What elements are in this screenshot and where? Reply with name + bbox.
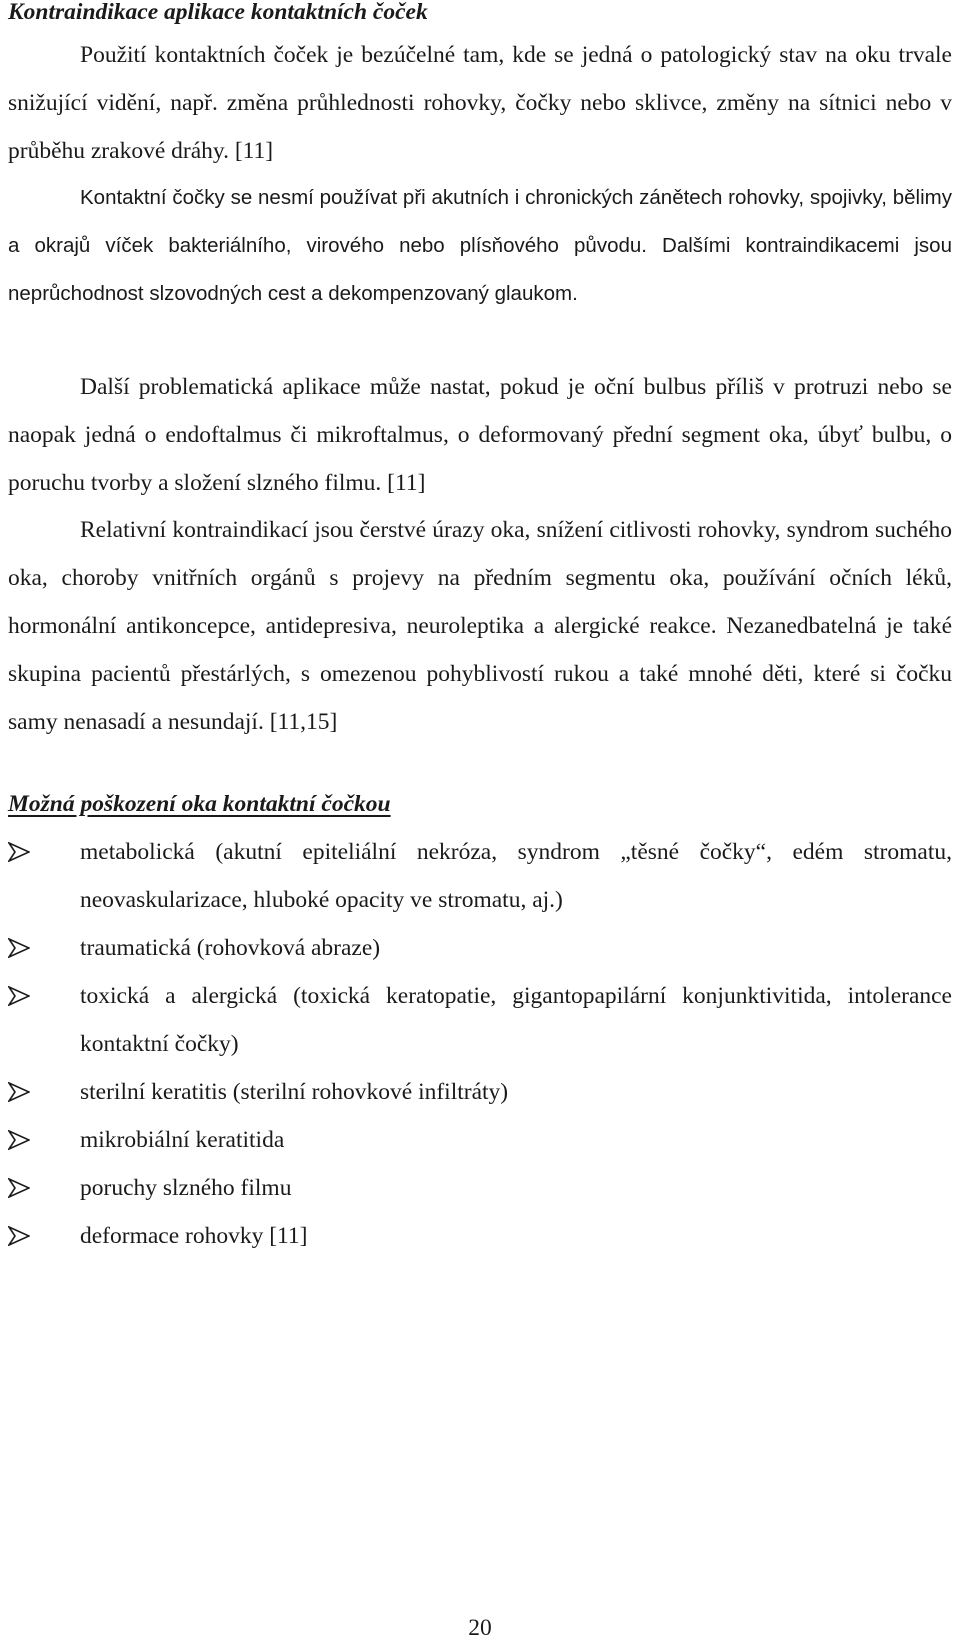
list-item xyxy=(8,1116,952,1164)
list-item-text: mikrobiální keratitida xyxy=(80,1127,285,1153)
paragraph-useless-application: Použití kontaktních čoček je bezúčelné tam, kde se jedná o patologický stav na oku trvale snižující vidění, např. změna průhlednosti rohovky, čočky nebo sklivce, změny na sítnici nebo v průběhu zrakové dráhy. [11] xyxy=(8,42,952,164)
arrowhead-bullet-icon xyxy=(8,1212,34,1260)
arrowhead-bullet-icon xyxy=(8,1068,34,1116)
list-item xyxy=(8,828,952,924)
list-item-text: sterilní keratitis (sterilní rohovkové infiltráty) xyxy=(80,1079,509,1105)
list-item xyxy=(8,1164,952,1212)
paragraph-problematic-application: Další problematická aplikace může nastat, pokud je oční bulbus příliš v protruzi nebo se naopak jedná o endoftalmus či mikroftalmus, o deformovaný přední segment oka, úbyť bulbu, o poruchu tvorby a složení slzného filmu. [11] xyxy=(8,374,952,496)
list-item-text: traumatická (rohovková abraze) xyxy=(80,935,381,961)
paragraph-relative-contraindications: Relativní kontraindikací jsou čerstvé úrazy oka, snížení citlivosti rohovky, syndrom suchého oka, choroby vnitřních orgánů s projevy na předním segmentu oka, používání očních léků, hormonální antikoncepce, antidepresiva, neuroleptika a alergické reakce. Nezanedbatelná je také skupina pacientů přestárlých, s omezenou pohyblivostí rukou a také mnohé děti, které si čočku samy nenasadí a nesundají. [11,15] xyxy=(8,517,952,735)
arrowhead-bullet-icon xyxy=(8,828,34,876)
list-item-text: toxická a alergická (toxická keratopatie, gigantopapilární konjunktivitida, intolerance kontaktní čočky) xyxy=(80,983,952,1057)
arrowhead-bullet-icon xyxy=(8,1164,34,1212)
paragraph-inflammation-contraindications: Kontaktní čočky se nesmí používat při akutních i chronických zánětech rohovky, spojivky, bělimy a okrajů víček bakteriálního, virového nebo plísňového původu. Dalšími kontraindikacemi jsou neprůchodnost slzovodných cest a dekompenzovaný glaukom. xyxy=(8,186,952,305)
list-item-text: metabolická (akutní epiteliální nekróza, syndrom „těsné čočky“, edém stromatu, neovaskularizace, hluboké opacity ve stromatu, aj.) xyxy=(80,839,952,913)
list-item xyxy=(8,972,952,1068)
arrowhead-bullet-icon xyxy=(8,924,34,972)
list-item xyxy=(8,924,952,972)
arrowhead-bullet-icon xyxy=(8,972,34,1020)
list-item xyxy=(8,1068,952,1116)
arrowhead-bullet-icon xyxy=(8,1116,34,1164)
section-heading-contraindications: Kontraindikace aplikace kontaktních čoček xyxy=(8,0,428,25)
page-number: 20 xyxy=(468,1615,492,1641)
list-item-text: poruchy slzného filmu xyxy=(80,1175,292,1201)
damage-list xyxy=(8,828,952,1260)
list-item-text: deformace rohovky [11] xyxy=(80,1223,308,1249)
section-heading-possible-damage: Možná poškození oka kontaktní čočkou xyxy=(8,791,391,817)
list-item xyxy=(8,1212,952,1260)
